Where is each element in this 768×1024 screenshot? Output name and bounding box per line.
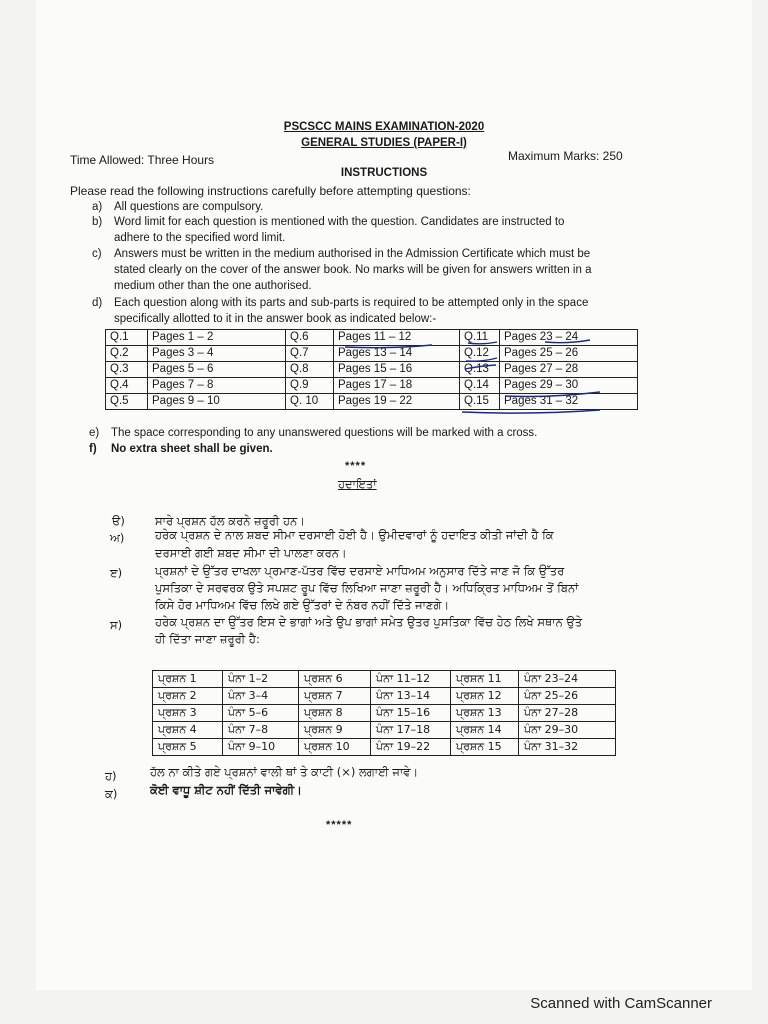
punjabi-marker: ਹ): [105, 769, 117, 783]
table-cell: ਪੰਨਾ 15–16: [371, 705, 451, 722]
punjabi-marker: ਅ): [110, 531, 125, 545]
punjabi-marker: ਸ): [110, 618, 123, 632]
table-cell: ਪ੍ਰਸ਼ਨ 2: [153, 688, 223, 705]
table-cell: ਪ੍ਰਸ਼ਨ 7: [299, 688, 371, 705]
table-cell: Q.7: [286, 346, 334, 362]
camscanner-watermark: Scanned with CamScanner: [530, 995, 712, 1012]
table-cell: ਪ੍ਰਸ਼ਨ 1: [153, 671, 223, 688]
table-cell: ਪ੍ਰਸ਼ਨ 5: [153, 739, 223, 756]
table-cell: Q.1: [106, 330, 148, 346]
instruction-line: stated clearly on the cover of the answer book. No marks will be given for answers written in a: [114, 264, 592, 276]
table-cell: Q.9: [286, 378, 334, 394]
instruction-line: specifically allotted to it in the answer book as indicated below:-: [114, 313, 437, 325]
punjabi-line: ਹਰੇਕ ਪ੍ਰਸ਼ਨ ਦਾ ਉੱਤਰ ਇਸ ਦੇ ਭਾਗਾਂ ਅਤੇ ਉਪ ਭਾਗਾਂ ਸਮੇਤ ਉਤਰ ਪੁਸਤਿਕਾ ਵਿੱਚ ਹੇਠ ਲਿਖੇ ਸਥਾਨ ਉਤੇ: [155, 615, 583, 629]
punjabi-line: ਸਾਰੇ ਪ੍ਰਸ਼ਨ ਹੱਲ ਕਰਨੇ ਜ਼ਰੂਰੀ ਹਨ।: [155, 514, 305, 528]
table-cell: Q.14: [460, 378, 500, 394]
marker: e): [89, 427, 100, 439]
pen-underline: [345, 345, 432, 348]
pen-underline: [505, 392, 600, 397]
instruction-line: medium other than the one authorised.: [114, 280, 312, 292]
marker: c): [92, 248, 102, 260]
table-cell: ਪੰਨਾ 25–26: [519, 688, 616, 705]
table-cell: ਪੰਨਾ 27–28: [519, 705, 616, 722]
punjabi-line: ਕੋਈ ਵਾਧੂ ਸ਼ੀਟ ਨਹੀਂ ਦਿੱਤੀ ਜਾਵੇਗੀ।: [150, 783, 302, 797]
table-cell: Pages 9 – 10: [148, 394, 286, 410]
punjabi-line: ਦਰਸਾਈ ਗਈ ਸ਼ਬਦ ਸੀਮਾ ਦੀ ਪਾਲਣਾ ਕਰਨ।: [155, 546, 347, 560]
table-cell: ਪ੍ਰਸ਼ਨ 15: [451, 739, 519, 756]
table-cell: ਪੰਨਾ 1–2: [223, 671, 299, 688]
punjabi-marker: ਕ): [105, 787, 118, 801]
table-cell: Pages 17 – 18: [334, 378, 460, 394]
instruction-line: Each question along with its parts and sub-parts is required to be attempted only in the space: [114, 297, 589, 309]
table-cell: Q.6: [286, 330, 334, 346]
table-cell: Q. 10: [286, 394, 334, 410]
table-cell: ਪੰਨਾ 29–30: [519, 722, 616, 739]
punjabi-line: ਹੱਲ ਨਾ ਕੀਤੇ ਗਏ ਪ੍ਰਸ਼ਨਾਂ ਵਾਲੀ ਥਾਂ ਤੇ ਕਾਟੀ (×) ਲਗਾਈ ਜਾਵੇ।: [150, 765, 419, 779]
time-allowed: Time Allowed: Three Hours: [70, 153, 215, 167]
table-cell: ਪ੍ਰਸ਼ਨ 10: [299, 739, 371, 756]
instruction-line: adhere to the specified word limit.: [114, 232, 286, 244]
exam-title: PSCSCC MAINS EXAMINATION-2020: [283, 121, 485, 133]
instruction-text: All questions are compulsory.: [114, 201, 264, 213]
table-cell: ਪ੍ਰਸ਼ਨ 9: [299, 722, 371, 739]
table-cell: Pages 15 – 16: [334, 362, 460, 378]
table-cell: Q.12: [460, 346, 500, 362]
table-cell: ਪੰਨਾ 23–24: [519, 671, 616, 688]
table-cell: ਪ੍ਰਸ਼ਨ 6: [299, 671, 371, 688]
pen-underline: [462, 410, 600, 413]
table-cell: Pages 7 – 8: [148, 378, 286, 394]
table-cell: Q.2: [106, 346, 148, 362]
table-cell: Q.11: [460, 330, 500, 346]
table-cell: ਪੰਨਾ 7–8: [223, 722, 299, 739]
table-cell: Pages 3 – 4: [148, 346, 286, 362]
pen-underline: [465, 365, 496, 369]
marker: b): [92, 216, 103, 228]
table-cell: Q.3: [106, 362, 148, 378]
pen-underline: [468, 342, 497, 344]
table-cell: ਪੰਨਾ 11–12: [371, 671, 451, 688]
table-cell: ਪੰਨਾ 19–22: [371, 739, 451, 756]
punjabi-marker: ੳ): [112, 514, 125, 528]
table-cell: ਪ੍ਰਸ਼ਨ 11: [451, 671, 519, 688]
table-cell: Pages 29 – 30: [500, 378, 638, 394]
punjabi-line: ਪ੍ਰਸ਼ਨਾਂ ਦੇ ਉੱਤਰ ਦਾਖਲਾ ਪ੍ਰਮਾਣ-ਪੱਤਰ ਵਿੱਚ ਦਰਸਾਏ ਮਾਧਿਅਮ ਅਨੁਸਾਰ ਦਿੱਤੇ ਜਾਣ ਜੋ ਕਿ ਉੱਤਰ: [155, 564, 565, 578]
table-cell: Pages 5 – 6: [148, 362, 286, 378]
table-cell: ਪੰਨਾ 3–4: [223, 688, 299, 705]
table-cell: Q.8: [286, 362, 334, 378]
punjabi-title: ਹਦਾਇਤਾਂ: [338, 477, 377, 491]
intro-text: Please read the following instructions carefully before attempting questions:: [70, 184, 471, 198]
table-cell: ਪੰਨਾ 5–6: [223, 705, 299, 722]
marker: f): [89, 443, 97, 455]
pen-underline: [466, 358, 497, 361]
separator-stars: *****: [326, 819, 353, 831]
marker: a): [92, 201, 103, 213]
paper-title: GENERAL STUDIES (PAPER-I): [301, 137, 467, 149]
table-cell: Pages 11 – 12: [334, 330, 460, 346]
punjabi-marker: ੲ): [110, 566, 123, 580]
table-cell: Pages 25 – 26: [500, 346, 638, 362]
table-cell: Q.13: [460, 362, 500, 378]
table-cell: Q.15: [460, 394, 500, 410]
table-cell: ਪ੍ਰਸ਼ਨ 3: [153, 705, 223, 722]
table-cell: Pages 31 – 32: [500, 394, 638, 410]
table-cell: ਪੰਨਾ 9–10: [223, 739, 299, 756]
table-cell: Pages 1 – 2: [148, 330, 286, 346]
table-cell: Q.4: [106, 378, 148, 394]
table-cell: Q.5: [106, 394, 148, 410]
table-cell: ਪੰਨਾ 31–32: [519, 739, 616, 756]
table-cell: ਪੰਨਾ 17–18: [371, 722, 451, 739]
table-cell: ਪ੍ਰਸ਼ਨ 14: [451, 722, 519, 739]
instruction-text: The space corresponding to any unanswered questions will be marked with a cross.: [111, 427, 538, 439]
pen-underline: [545, 340, 590, 343]
punjabi-line: ਪੁਸਤਿਕਾ ਦੇ ਸਰਵਰਕ ਉਤੇ ਸਪਸ਼ਟ ਰੂਪ ਵਿੱਚ ਲਿਖਿਆ ਜਾਣਾ ਜ਼ਰੂਰੀ ਹੈ। ਅਧਿਕ੍ਰਿਤ ਮਾਧਿਅਮ ਤੋਂ ਬਿਨਾਂ: [155, 581, 579, 595]
table-cell: ਪ੍ਰਸ਼ਨ 13: [451, 705, 519, 722]
punjabi-line: ਹਰੇਕ ਪ੍ਰਸ਼ਨ ਦੇ ਨਾਲ ਸ਼ਬਦ ਸੀਮਾ ਦਰਸਾਈ ਹੋਈ ਹੈ। ਉਮੀਦਵਾਰਾਂ ਨੂੰ ਹਦਾਇਤ ਕੀਤੀ ਜਾਂਦੀ ਹੈ ਕਿ: [155, 528, 554, 542]
punjabi-line: ਹੀ ਦਿੱਤਾ ਜਾਣਾ ਜ਼ਰੂਰੀ ਹੈ:: [155, 632, 260, 646]
instruction-line: Word limit for each question is mentioned with the question. Candidates are instructed to: [114, 216, 565, 228]
table-cell: Pages 19 – 22: [334, 394, 460, 410]
punjabi-line: ਕਿਸੇ ਹੋਰ ਮਾਧਿਅਮ ਵਿੱਚ ਲਿਖੇ ਗਏ ਉੱਤਰਾਂ ਦੇ ਨੰਬਰ ਨਹੀਂ ਦਿੱਤੇ ਜਾਣਗੇ।: [155, 598, 450, 612]
instruction-line: Answers must be written in the medium authorised in the Admission Certificate which must be: [114, 248, 591, 260]
table-cell: ਪ੍ਰਸ਼ਨ 8: [299, 705, 371, 722]
instructions-title: INSTRUCTIONS: [340, 167, 428, 179]
table-cell: ਪ੍ਰਸ਼ਨ 12: [451, 688, 519, 705]
separator-stars: ****: [345, 460, 367, 472]
table-cell: Pages 23 – 24: [500, 330, 638, 346]
table-cell: Pages 13 – 14: [334, 346, 460, 362]
marker: d): [92, 297, 103, 309]
table-cell: Pages 27 – 28: [500, 362, 638, 378]
instruction-text: No extra sheet shall be given.: [111, 443, 273, 455]
table-cell: ਪੰਨਾ 13–14: [371, 688, 451, 705]
max-marks: Maximum Marks: 250: [508, 149, 623, 163]
table-cell: ਪ੍ਰਸ਼ਨ 4: [153, 722, 223, 739]
